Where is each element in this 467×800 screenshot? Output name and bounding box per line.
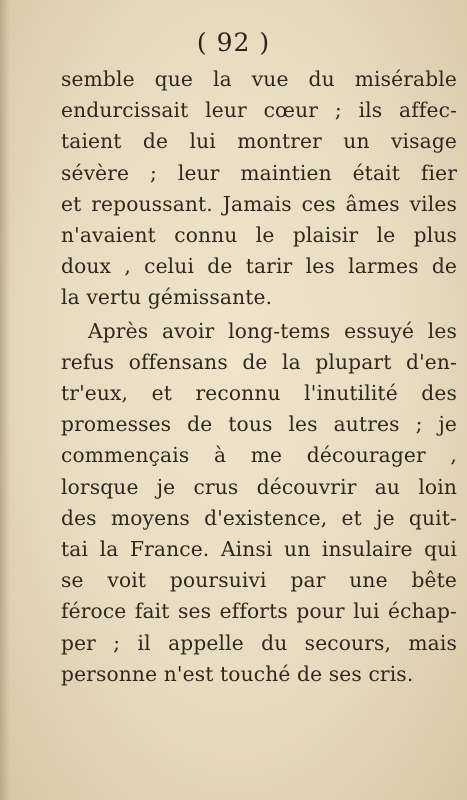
text-line: per ; il appelle du secours, mais — [61, 630, 457, 655]
body-text — [61, 64, 457, 690]
text-line: sévère ; leur maintien était fier — [61, 160, 457, 185]
text-line: et repoussant. Jamais ces âmes viles — [61, 191, 457, 216]
text-line: promesses de tous les autres ; je — [61, 412, 457, 437]
text-line: se voit poursuivi par une bête — [61, 568, 457, 593]
page-number: ( 92 ) — [196, 28, 271, 57]
text-line: tr'eux, et reconnu l'inutilité des — [61, 381, 457, 406]
text-line: doux , celui de tarir les larmes de — [61, 254, 457, 279]
text-line: tai la France. Ainsi un insulaire qui — [61, 537, 457, 562]
text-line: personne n'est touché de ses cris. — [61, 661, 414, 686]
text-line: taient de lui montrer un visage — [61, 129, 457, 154]
text-line: lorsque je crus découvrir au loin — [61, 474, 457, 499]
page-edge-shadow — [0, 0, 10, 800]
text-line: refus offensans de la plupart d'en- — [61, 349, 457, 374]
text-line: commençais à me décourager , — [61, 443, 457, 468]
text-line: la vertu gémissante. — [61, 285, 273, 310]
paragraph-first-line: Après avoir long-tems essuyé les — [88, 318, 457, 343]
text-line: n'avaient connu le plaisir le plus — [61, 223, 457, 248]
text-line: semble que la vue du misérable — [61, 67, 457, 91]
text-line: des moyens d'existence, et je quit- — [61, 505, 457, 530]
text-line: féroce fait ses efforts pour lui échap- — [61, 599, 457, 624]
text-line: endurcissait leur cœur ; ils affec- — [61, 98, 457, 123]
